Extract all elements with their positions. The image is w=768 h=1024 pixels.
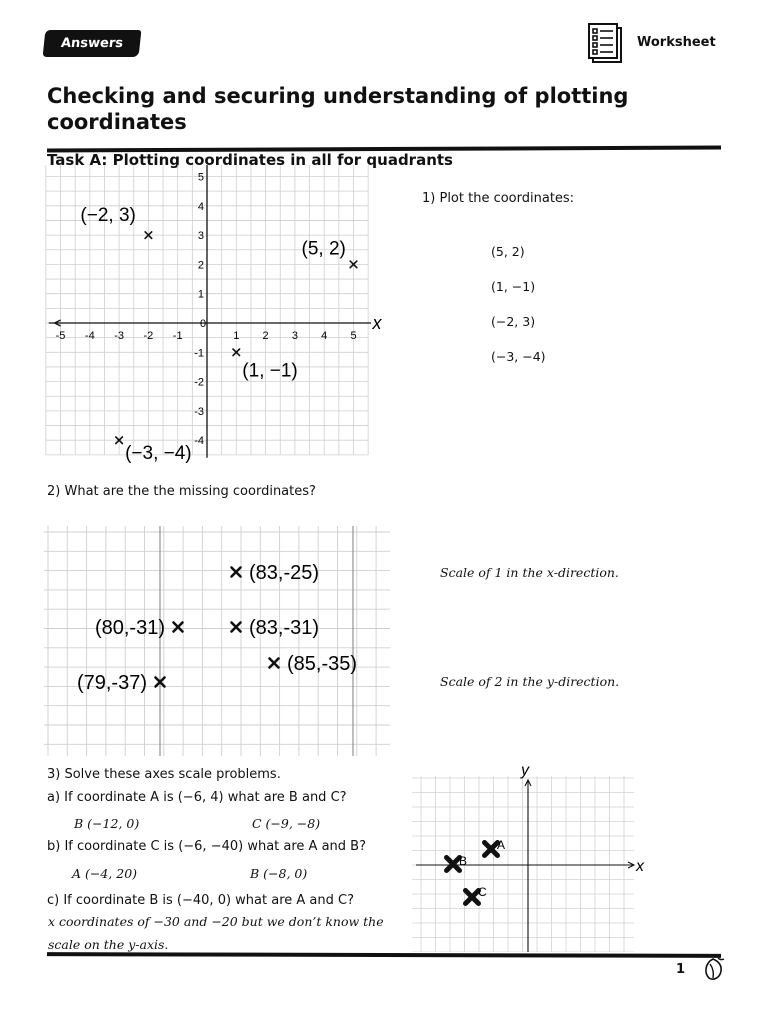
q3-b-question: b) If coordinate C is (−6, −40) what are A and B? (47, 839, 366, 854)
x-tick-label: -4 (84, 330, 95, 342)
y-tick-label: -2 (194, 376, 204, 389)
y-tick-label: 5 (197, 171, 204, 184)
x-tick-label: -1 (172, 330, 183, 342)
point-label: (79,-37) (76, 672, 147, 694)
point-label: (80,-31) (94, 617, 165, 639)
y-tick-label: -3 (194, 405, 204, 418)
q1-coord-item: (−2, 3) (491, 314, 536, 329)
q3-a-answer-b: B (−12, 0) (74, 816, 140, 831)
point-label: (83,-25) (249, 562, 320, 584)
x-tick-label: 5 (350, 330, 357, 342)
footer-divider (47, 952, 721, 958)
y-tick-label: 4 (197, 200, 204, 213)
x-tick-label: 4 (321, 330, 328, 342)
point-label: C (478, 885, 487, 899)
q2-note-y: Scale of 2 in the y-direction. (440, 674, 620, 689)
point-label: (−2, 3) (80, 205, 136, 227)
task-a-heading: Task A: Plotting coordinates in all for quadrants (47, 151, 453, 169)
y-axis-label: y (521, 762, 529, 779)
q3-a-answer-c: C (−9, −8) (252, 816, 321, 831)
y-tick-label (194, 465, 204, 466)
q2-prompt: 2) What are the the missing coordinates? (47, 484, 316, 499)
x-axis-label: x (636, 858, 644, 875)
point-label: B (459, 854, 468, 868)
point-label: (5, 2) (301, 238, 346, 260)
q1-coord-item: (5, 2) (491, 244, 525, 259)
point-label: (85,-35) (287, 653, 358, 675)
x-tick-label: 1 (233, 330, 240, 342)
y-tick-label: 1 (197, 288, 204, 301)
point-label: (−3, −4) (125, 443, 192, 465)
q3-prompt: 3) Solve these axes scale problems. (47, 767, 281, 782)
worksheet-icon (585, 22, 629, 66)
q1-prompt: 1) Plot the coordinates: (422, 191, 575, 206)
y-tick-label: 2 (197, 259, 204, 272)
x-tick-label: -3 (114, 330, 124, 342)
point-label: A (497, 838, 506, 852)
y-tick-label: -4 (194, 435, 204, 448)
point-label: (1, −1) (242, 360, 298, 382)
page-number: 1 (676, 962, 686, 977)
x-tick-label: -5 (55, 330, 66, 342)
leaf-logo-icon (700, 956, 726, 982)
q3-c-answer-line2: scale on the y-axis. (48, 937, 169, 952)
q3-b-answer-a: A (−4, 20) (72, 866, 138, 881)
q2-grid (44, 526, 390, 756)
q3-b-answer-b: B (−8, 0) (250, 866, 308, 881)
worksheet-label: Worksheet (637, 35, 716, 50)
x-tick-label: 3 (291, 330, 298, 342)
point-label: (83,-31) (249, 617, 320, 639)
task-a-coordinate-grid (40, 165, 400, 465)
x-tick-label: 2 (262, 330, 269, 342)
page-title: Checking and securing understanding of plotting coordinates (47, 84, 629, 134)
x-tick-label: -2 (143, 330, 154, 342)
q3-a-question: a) If coordinate A is (−6, 4) what are B and C? (47, 790, 347, 805)
q3-c-question: c) If coordinate B is (−40, 0) what are A and C? (47, 893, 354, 908)
q3-c-answer-line1: x coordinates of −30 and −20 but we don’t know the (48, 914, 384, 929)
y-tick-label: -1 (194, 347, 204, 360)
x-tick-label: 0 (199, 318, 207, 330)
q1-coord-item: (−3, −4) (491, 349, 546, 364)
q3-grid (412, 760, 652, 952)
answers-badge: Answers (43, 30, 142, 57)
y-tick-label: 3 (197, 230, 204, 243)
q2-note-x: Scale of 1 in the x-direction. (440, 565, 619, 580)
x-axis-label: x (372, 313, 382, 333)
q1-coord-item: (1, −1) (491, 279, 536, 294)
